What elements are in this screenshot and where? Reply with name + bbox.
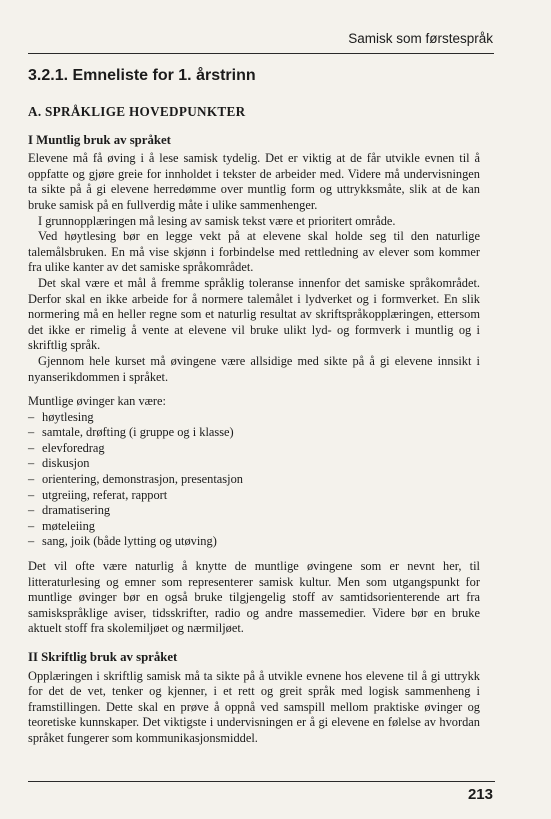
page-number: 213 <box>467 786 493 803</box>
list-item: – diskusjon <box>28 456 480 472</box>
running-header: Samisk som førstespråk <box>348 31 493 46</box>
list-item: – dramatisering <box>28 503 480 519</box>
paragraph: Opplæringen i skriftlig samisk må ta sikte på å utvikle evnene hos elevene til å gi uttrykk for det de vet, tenker og kjenner, i et rett og greit språk med logisk sammenheng i framstillingen. Dette skal en prøve å oppnå ved samspill mellom praktiske øvinger og teoretiske kunnskaper. Det viktigste i undervisningen er å gi elevene en følelse av hvordan språket fungerer som kommunikasjonsmiddel. <box>28 668 480 745</box>
footer-divider <box>28 781 495 782</box>
header-divider <box>28 53 494 54</box>
paragraph: Elevene må få øving i å lese samisk tydelig. Det er viktig at de får utvikle evnen til å oppfatte og gjøre greie for innholdet i tekster de arbeider med. Videre må undervisningen ta sikte på å gi elevene herredømme over muntlig form og uttrykksmåte, slik at de kan bruke samisk på en fullverdig måte i ulike sammenhenger. <box>28 151 480 212</box>
list-item: – utgreiing, referat, rapport <box>28 488 480 504</box>
paragraph: Det vil ofte være naturlig å knytte de muntlige øvingene som er nevnt her, til litteraturlesing og emner som representerer samisk kultur. Men som utgangspunkt for muntlige øvinger bør en også bruke tilgjengelig stoff av samtidsorienterende art fra samiskspråklige aviser, tidsskrifter, radio og andre massemedier. Videre bør en bruke aktuelt stoff fra skolemiljøet og nærmiljøet. <box>28 559 480 636</box>
list-item: – elevforedrag <box>28 441 480 457</box>
part-a-heading: A. SPRÅKLIGE HOVEDPUNKTER <box>28 104 246 119</box>
paragraph: I grunnopplæringen må lesing av samisk tekst være et prioritert område. <box>38 213 396 228</box>
list-item: – møteleiing <box>28 519 480 535</box>
paragraph: Det skal være et mål å fremme språklig toleranse innenfor det samiske språkområdet. Derfor skal en ikke arbeide for å normere talemålet i lydverket og i formverket. En slik normering må en heller regne som et naturlig resultat av skriftspråkopplæringen, ettersom det ikke er rimelig å vente at elevene vil bruke ulikt lyd- og formverk i muntlig og i skriftlig språk. <box>28 275 480 353</box>
list-item: – orientering, demonstrasjon, presentasjon <box>28 472 480 488</box>
list-intro: Muntlige øvinger kan være: <box>28 394 166 409</box>
list-item: – høytlesing <box>28 410 480 426</box>
part-i-heading: I Muntlig bruk av språket <box>28 132 171 147</box>
paragraph: Gjennom hele kurset må øvingene være allsidige med sikte på å gi elevene innsikt i nyanserikdommen i språket. <box>28 353 480 384</box>
section-title: 3.2.1. Emneliste for 1. årstrinn <box>28 67 256 84</box>
part-ii-heading: II Skriftlig bruk av språket <box>28 650 178 664</box>
list-item: – samtale, drøfting (i gruppe og i klasse) <box>28 425 480 441</box>
paragraph: Ved høytlesing bør en legge vekt på at elevene skal holde seg til den naturlige talemålsbruken. En må vise skjønn i forbindelse med rettledning av elever som kommer fra ulike kanter av det samiske språkområdet. <box>28 229 480 275</box>
exercise-list <box>28 410 480 550</box>
list-item: – sang, joik (både lytting og utøving) <box>28 534 480 550</box>
page-body <box>28 104 480 747</box>
